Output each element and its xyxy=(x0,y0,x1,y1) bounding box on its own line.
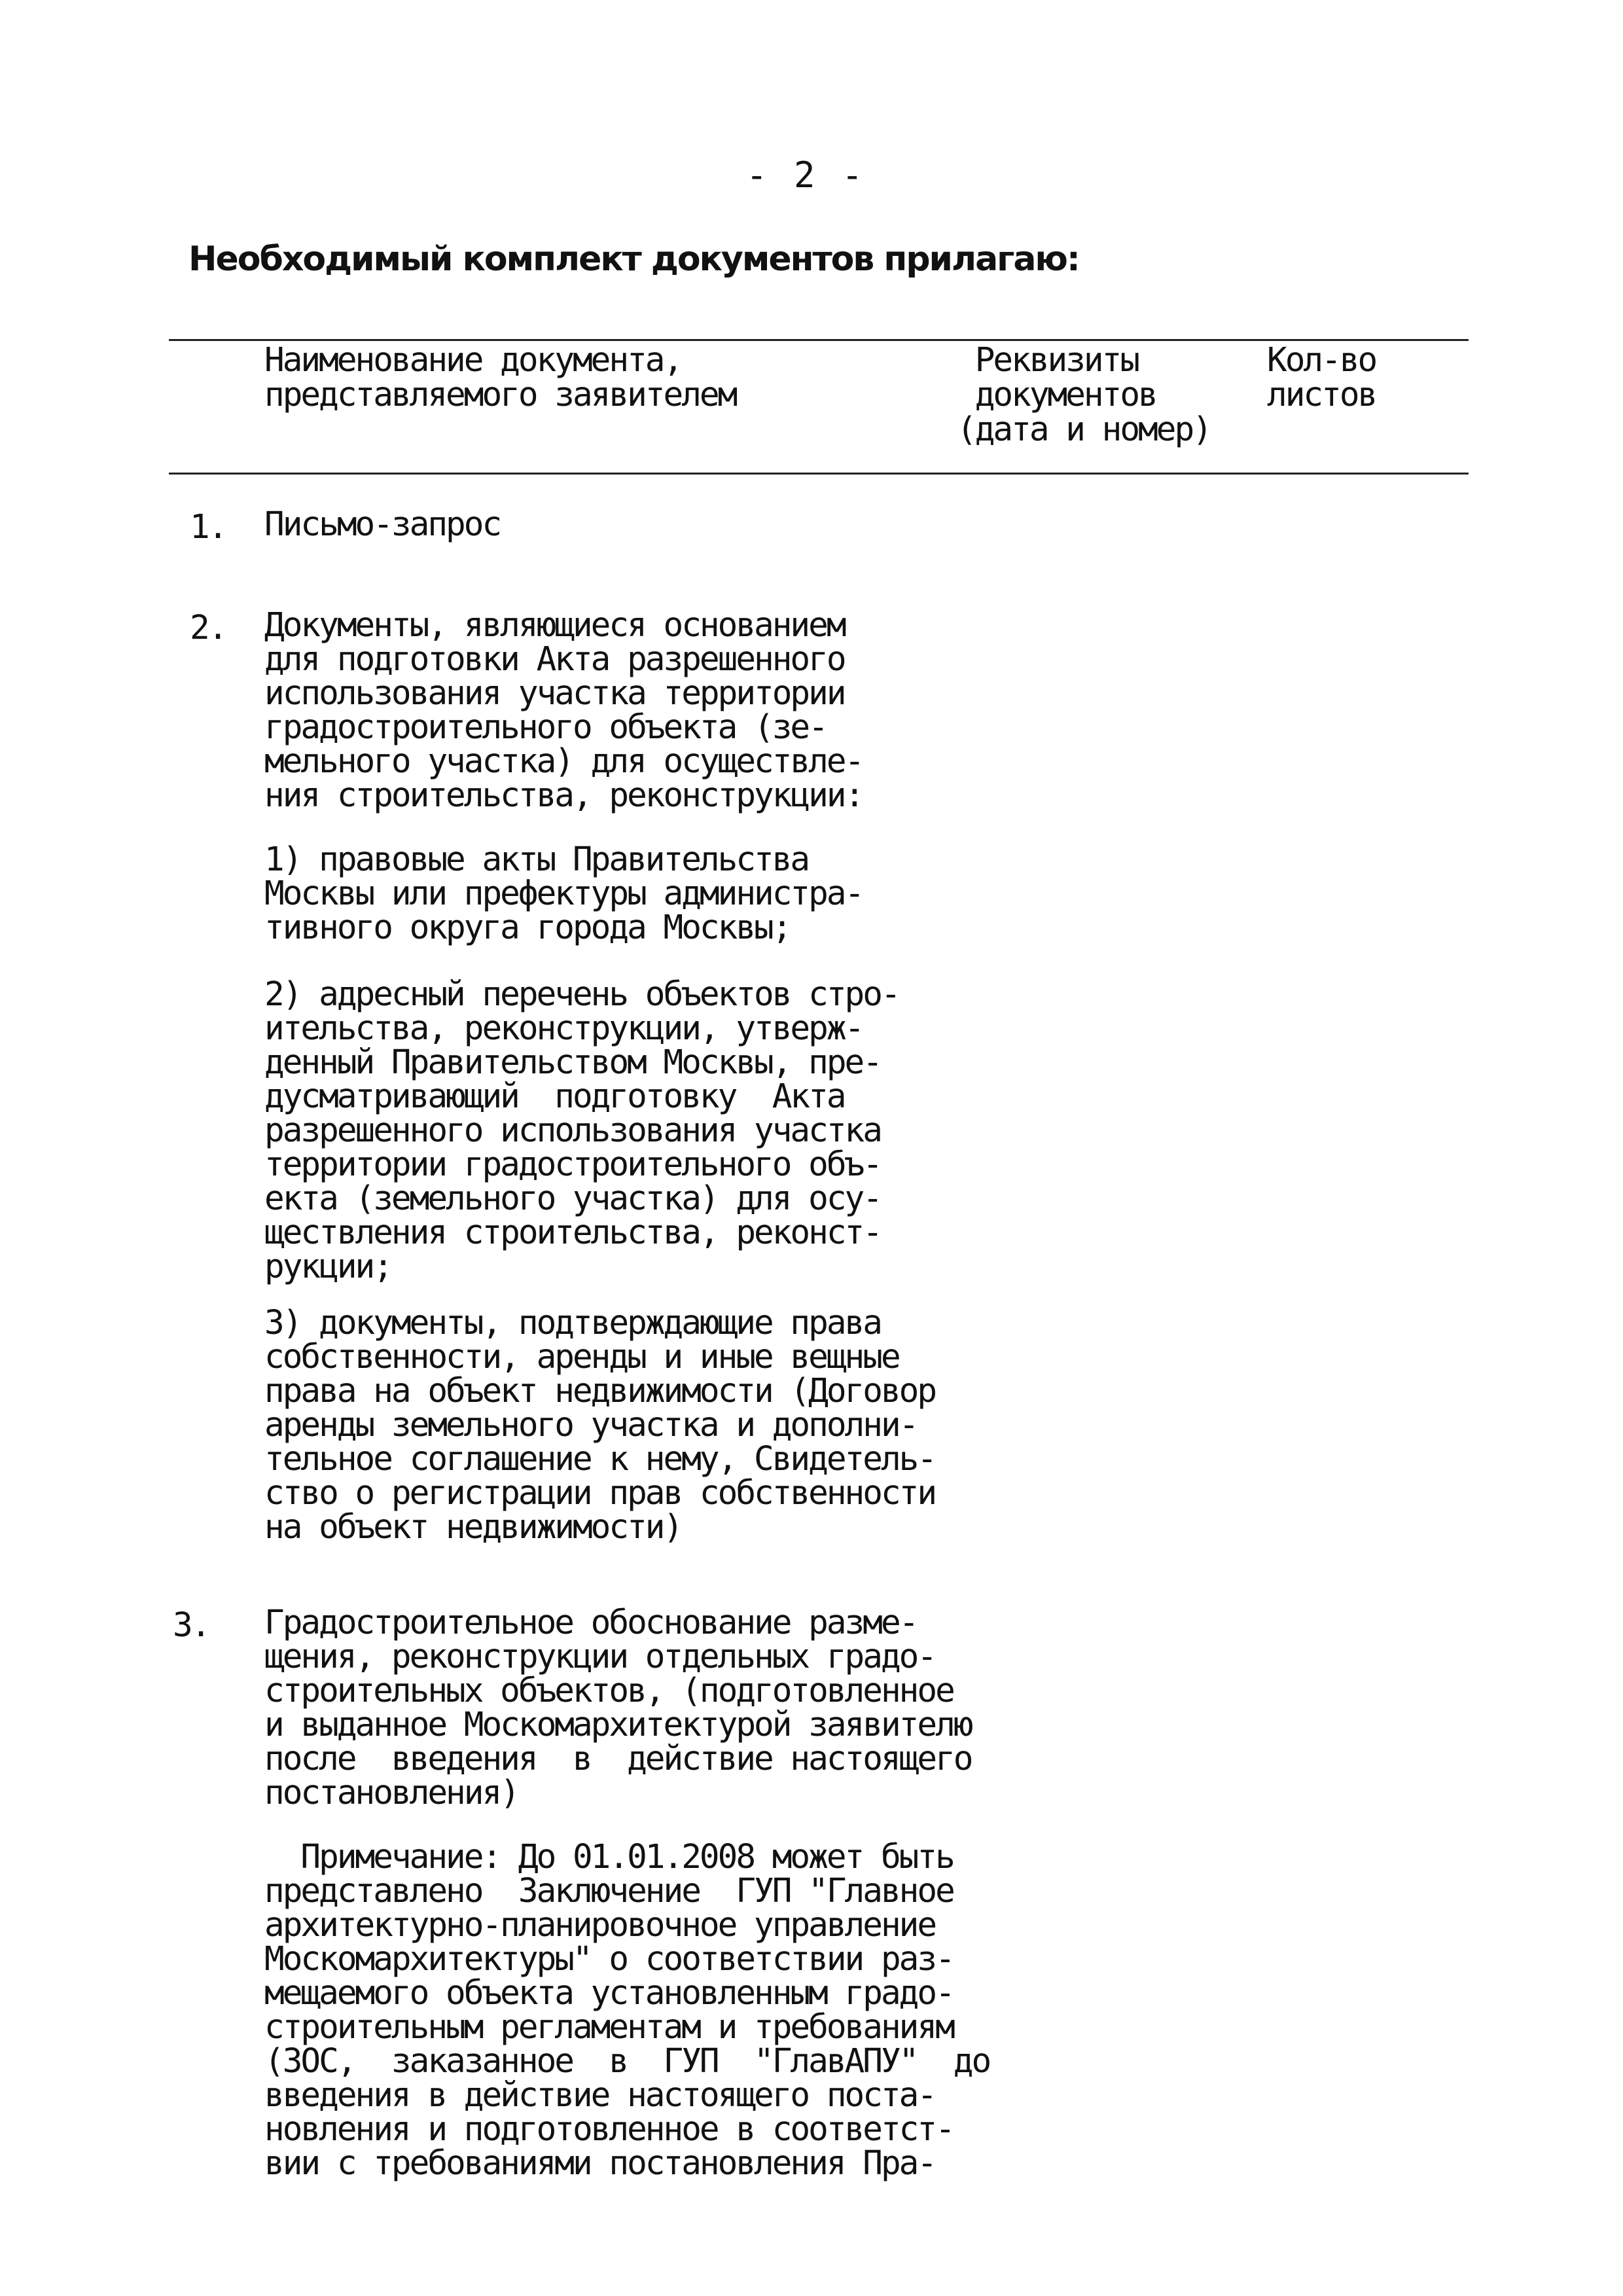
subitem-2: 2) адресный перечень объектов стро- ительства, реконструкции, утверж- денный Правительством Москвы, пре- дусматривающий подготовку Акта разрешенного использования участка территории градостроительного объ- екта (земельного участка) для осу- ществления строительства, реконст- рукции; xyxy=(264,975,899,1286)
note-paragraph: Примечание: До 01.01.2008 может быть представлено Заключение ГУП "Главное архитектурно-планировочное управление Москомархитектуры" о соответствии раз- мещаемого объекта установленным градо- строительным регламентам и требованиям (ЗОС, заказанное в ГУП "ГлавАПУ" до введения в действие настоящего поста- новления и подготовленное в соответст- вии с требованиями постановления Пра- xyxy=(264,1838,990,2183)
subitem-3: 3) документы, подтверждающие права собственности, аренды и иные вещные права на объект недвижимости (Договор аренды земельного участка и дополни- тельное соглашение к нему, Свидетель- ство о регистрации прав собственности на объект недвижимости) xyxy=(264,1304,936,1547)
subitem-1: 1) правовые акты Правительства Москвы или префектуры администра- тивного округа города Москвы; xyxy=(264,840,863,947)
item-number-2: 2. xyxy=(190,609,226,647)
table-bottom-rule xyxy=(169,473,1469,475)
table-header-document-name: Наименование документа, представляемого заявителем xyxy=(264,341,736,414)
item-text-3: Градостроительное обоснование разме- щения, реконструкции отдельных градо- строительных объектов, (подготовленное и выданное Москомархитектурой заявителю после введения в действие настоящего постановления) xyxy=(264,1604,972,1812)
section-heading: Необходимый комплект документов прилагаю: xyxy=(188,240,1079,279)
table-header-sheet-count: Кол-во листов xyxy=(1267,341,1376,414)
item-number-3: 3. xyxy=(173,1606,209,1645)
table-header-requisites: Реквизиты документов (дата и номер) xyxy=(957,341,1211,449)
item-text-2: Документы, являющиеся основанием для подготовки Акта разрешенного использования участка территории градостроительного объекта (зе- мельного участка) для осуществле- ния строительства, реконструкции: xyxy=(264,606,863,815)
page-number: - 2 - xyxy=(746,154,866,196)
item-text-1: Письмо-запрос xyxy=(264,505,501,544)
item-number-1: 1. xyxy=(190,508,226,547)
